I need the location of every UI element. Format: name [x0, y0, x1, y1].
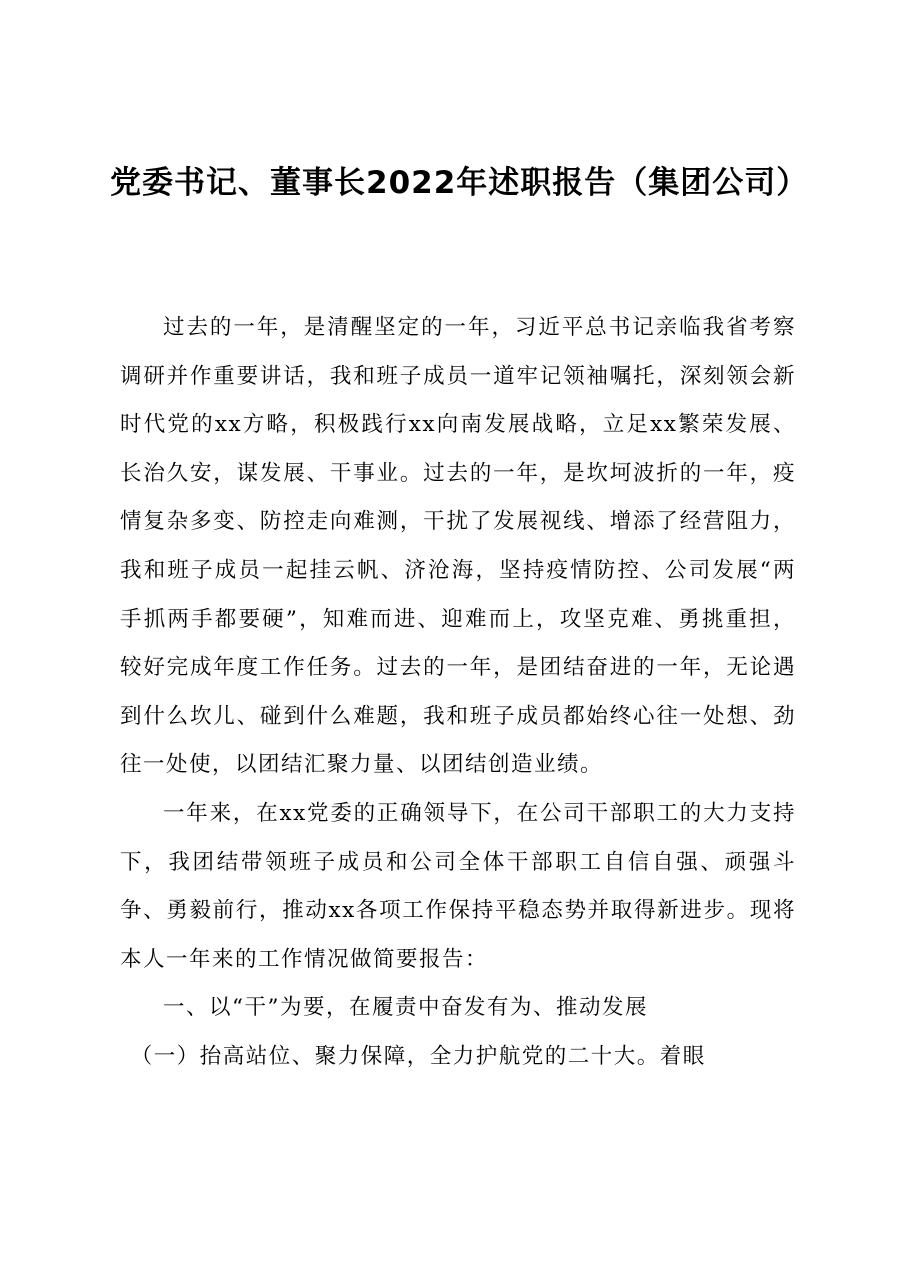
- section-heading: 一、以“干”为要，在履责中奋发有为、推动发展: [163, 995, 648, 1021]
- paragraph: 过去的一年，是清醒坚定的一年，习近平总书记亲临我省考察调研并作重要讲话，我和班子成员一道牢记领袖嘱托，深刻领会新时代党的xx方略，积极践行xx向南发展战略，立足xx繁荣发展、长治久安，谋发展、干事业。过去的一年，是坎坷波折的一年，疫情复杂多变、防控走向难测，干扰了发展视线、增添了经营阻力，我和班子成员一起挂云帆、济沧海，坚持疫情防控、公司发展“两手抓两手都要硬”，知难而进、迎难而上，攻坚克难、勇挑重担，较好完成年度工作任务。过去的一年，是团结奋进的一年，无论遇到什么坎儿、碰到什么难题，我和班子成员都始终心往一处想、劲往一处使，以团结汇聚力量、以团结创造业绩。: [120, 315, 796, 778]
- subsection-paragraph: （一）抬高站位、聚力保障，全力护航党的二十大。着眼: [130, 1043, 706, 1069]
- document-title: 党委书记、董事长2022年述职报告（集团公司）: [110, 165, 809, 201]
- paragraph: 一年来，在xx党委的正确领导下，在公司干部职工的大力支持下，我团结带领班子成员和公司全体干部职工自信自强、顽强斗争、勇毅前行，推动xx各项工作保持平稳态势并取得新进步。现将本人一年来的工作情况做简要报告：: [120, 800, 796, 972]
- document-body: [120, 304, 796, 1082]
